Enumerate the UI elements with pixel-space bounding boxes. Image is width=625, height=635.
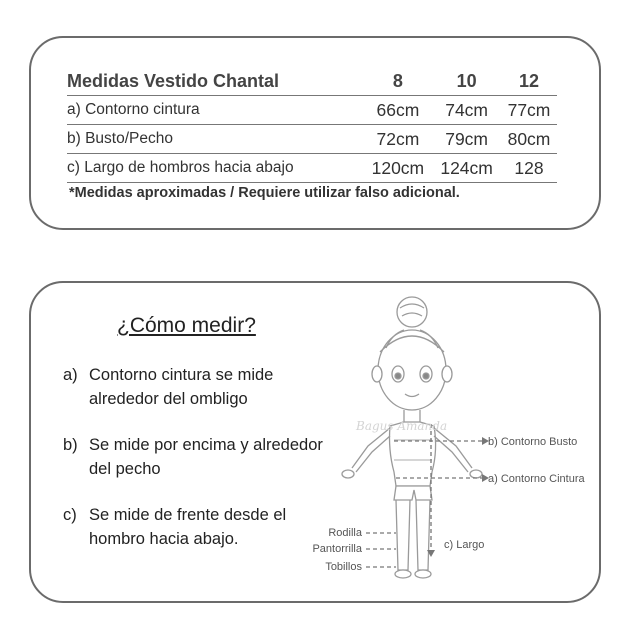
- step-text: Contorno cintura se mide alrededor del ombligo: [89, 366, 274, 408]
- calf-label: Pantorrilla: [312, 543, 362, 555]
- table-row: [67, 96, 557, 125]
- cell-value: 77cm: [501, 96, 557, 125]
- cell-value: 72cm: [364, 125, 433, 154]
- cell-value: 120cm: [364, 154, 433, 183]
- step-letter: b): [63, 436, 78, 454]
- table-row: [67, 125, 557, 154]
- cell-value: 66cm: [364, 96, 433, 125]
- row-label: c) Largo de hombros hacia abajo: [67, 154, 364, 183]
- size-header: 8: [364, 67, 433, 96]
- cell-value: 80cm: [501, 125, 557, 154]
- step-text: Se mide por encima y alrededor del pecho: [89, 436, 323, 478]
- section-title: ¿Cómo medir?: [117, 314, 256, 337]
- table-header-row: [67, 67, 557, 96]
- row-label: b) Busto/Pecho: [67, 125, 364, 154]
- ankle-label: Tobillos: [325, 561, 362, 573]
- cell-value: 79cm: [432, 125, 501, 154]
- cell-value: 74cm: [432, 96, 501, 125]
- steps-list: [63, 363, 323, 573]
- table-row: [67, 154, 557, 183]
- row-label: a) Contorno cintura: [67, 96, 364, 125]
- list-item: [63, 433, 323, 481]
- size-table: [67, 67, 557, 183]
- figure-outline: [342, 297, 485, 578]
- step-text: Se mide de frente desde el hombro hacia abajo.: [89, 506, 287, 548]
- bust-label: b) Contorno Busto: [488, 436, 578, 448]
- child-figure-illustration: [290, 290, 595, 595]
- list-item: [63, 363, 323, 411]
- watermark: Bagus Amanda: [356, 419, 448, 433]
- table-title: Medidas Vestido Chantal: [67, 67, 364, 96]
- size-chart-panel: [29, 36, 601, 230]
- list-item: [63, 503, 323, 551]
- waist-label: a) Contorno Cintura: [488, 473, 585, 485]
- cell-value: 128: [501, 154, 557, 183]
- size-header: 10: [432, 67, 501, 96]
- knee-label: Rodilla: [328, 527, 362, 539]
- cell-value: 124cm: [432, 154, 501, 183]
- length-label: c) Largo: [444, 539, 485, 551]
- step-letter: a): [63, 366, 78, 384]
- footnote: *Medidas aproximadas / Requiere utilizar falso adicional.: [69, 185, 460, 201]
- step-letter: c): [63, 506, 77, 524]
- size-header: 12: [501, 67, 557, 96]
